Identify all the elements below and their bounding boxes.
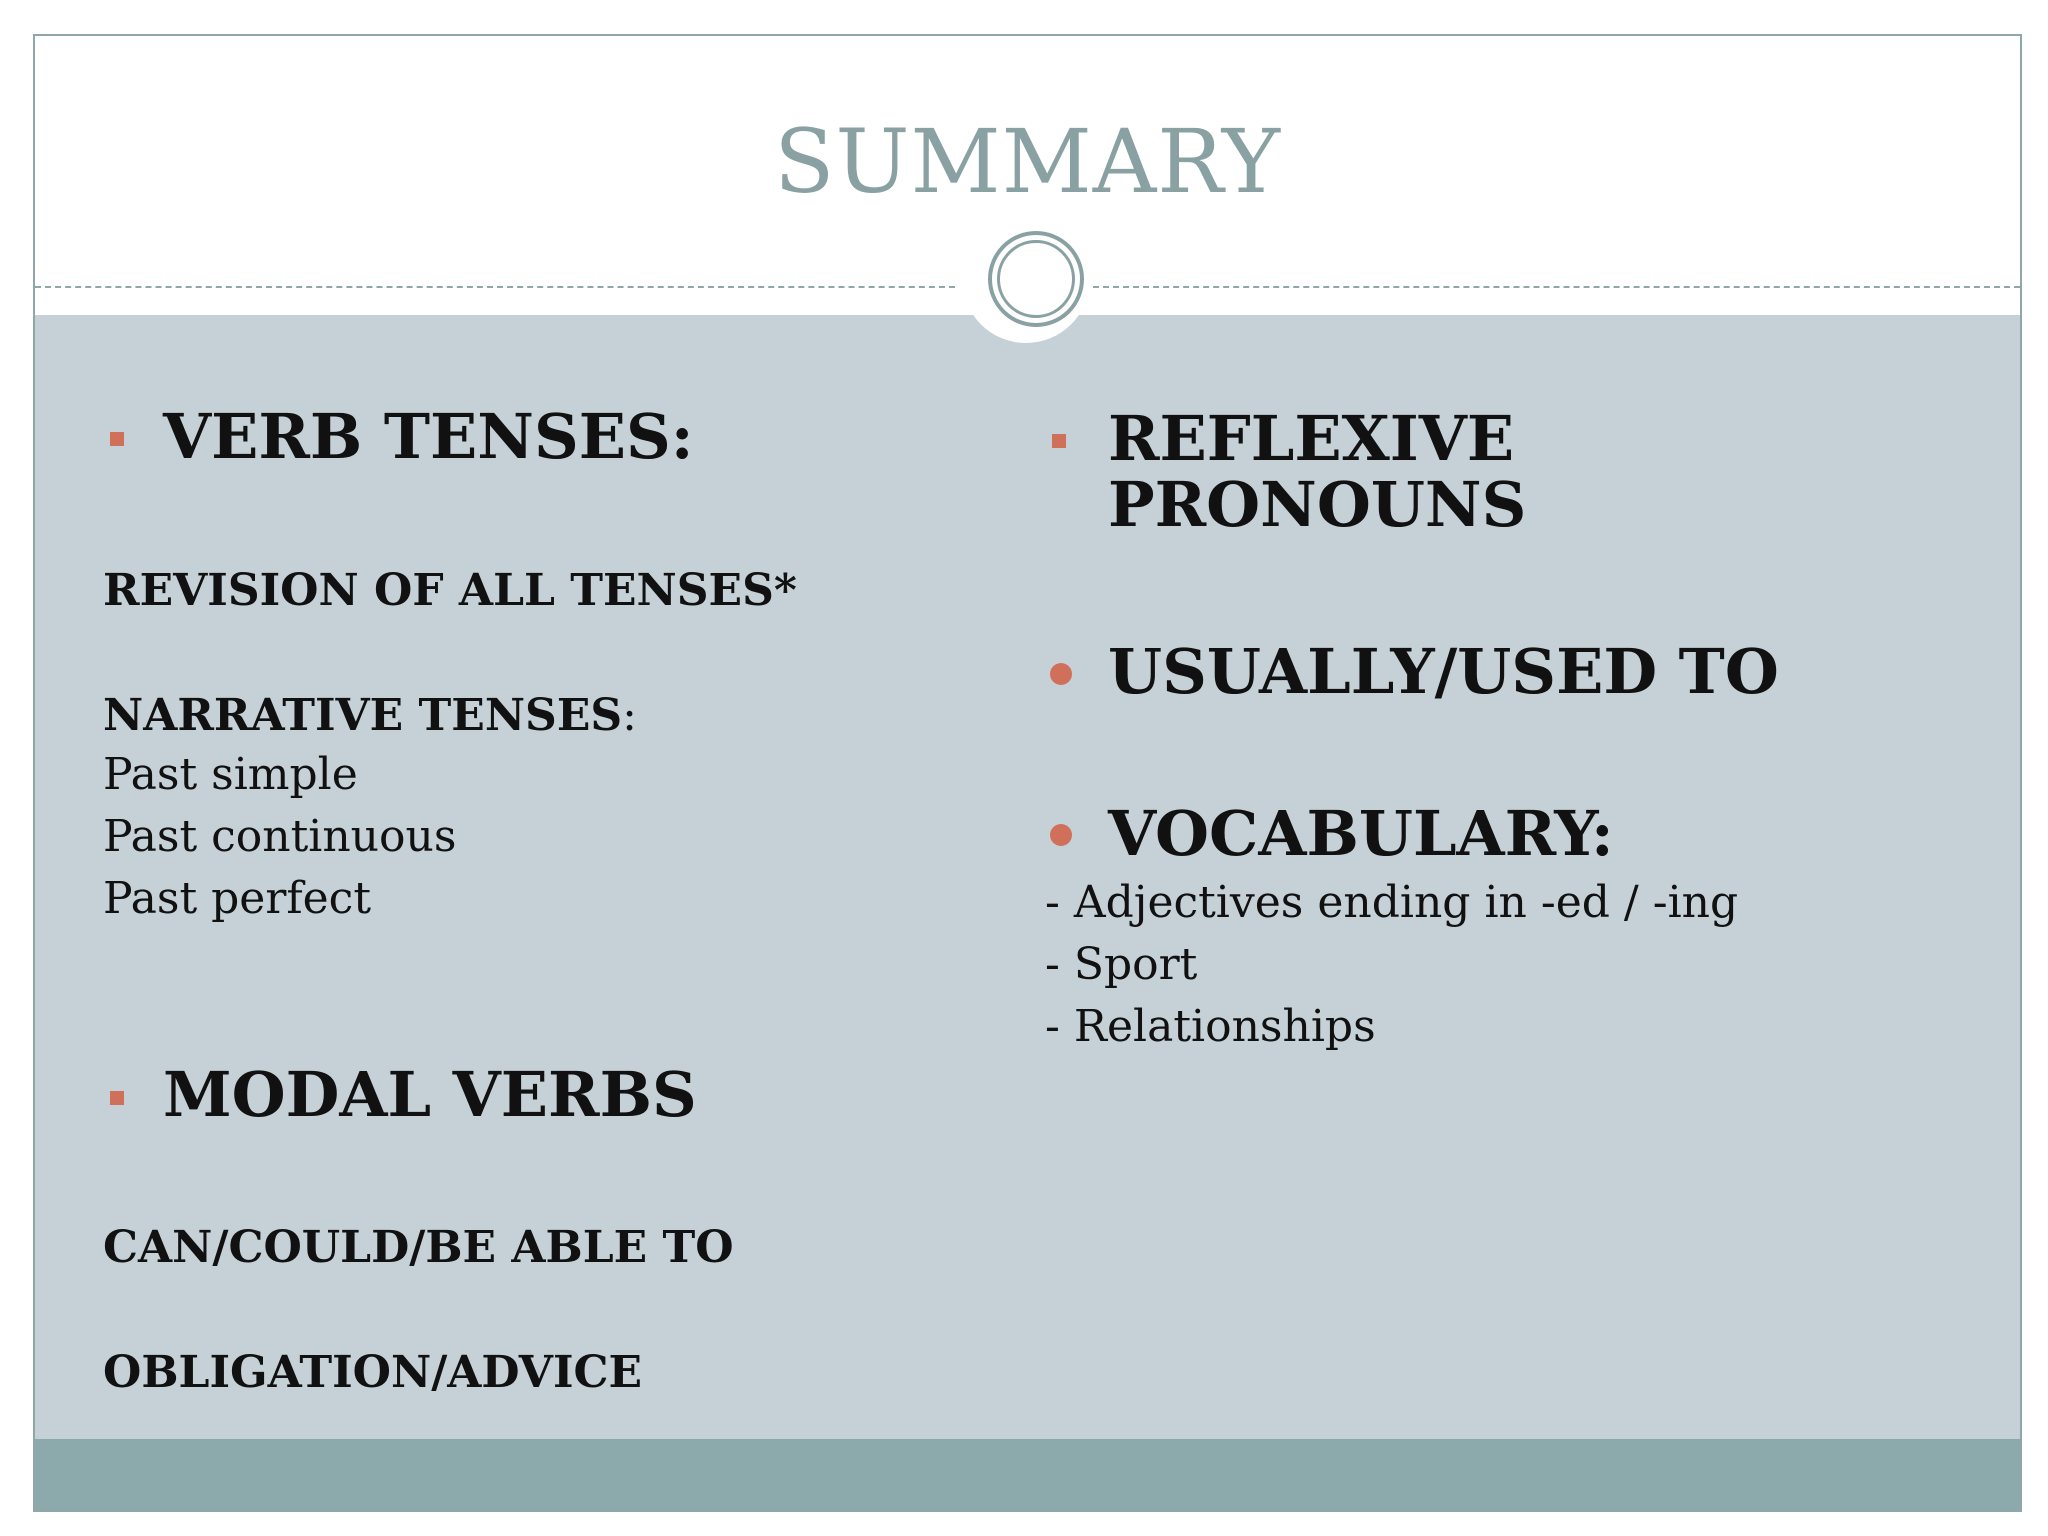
narrative-tenses-label [103, 691, 637, 741]
square-bullet-icon [110, 432, 124, 446]
pronouns-line: PRONOUNS [1108, 468, 1527, 541]
usually-used-to-heading: USUALLY/USED TO [1108, 635, 1779, 708]
square-bullet-icon [110, 1091, 124, 1105]
list-item: Past continuous [103, 811, 457, 862]
footer-band [35, 1439, 2020, 1510]
narrative-tenses-colon: : [622, 690, 637, 741]
dot-bullet-icon [1050, 663, 1072, 685]
revision-of-all-tenses: REVISION OF ALL TENSES* [103, 565, 797, 616]
title-divider-right [1093, 286, 2020, 288]
vocabulary-list [1045, 872, 1738, 1058]
list-item: Past perfect [103, 873, 371, 924]
verb-tenses-heading: VERB TENSES: [163, 400, 694, 473]
narrative-tenses-list [103, 744, 456, 930]
can-could-be-able-to: CAN/COULD/BE ABLE TO [103, 1222, 734, 1273]
dot-bullet-icon [1050, 824, 1072, 846]
list-item: - Sport [1045, 939, 1198, 990]
slide [33, 34, 2022, 1512]
title-divider-left [35, 286, 955, 288]
modal-verbs-heading: MODAL VERBS [163, 1058, 697, 1131]
list-item: Past simple [103, 749, 358, 800]
slide-title: SUMMARY [774, 110, 1281, 213]
obligation-advice: OBLIGATION/ADVICE [103, 1347, 643, 1398]
reflexive-pronouns-heading [1108, 402, 1527, 541]
list-item: - Relationships [1045, 1001, 1376, 1052]
vocabulary-heading: VOCABULARY: [1108, 797, 1614, 870]
square-bullet-icon [1052, 434, 1066, 448]
narrative-tenses-text: NARRATIVE TENSES [103, 690, 623, 741]
list-item: - Adjectives ending in -ed / -ing [1045, 877, 1739, 928]
reflexive-line: REFLEXIVE [1108, 402, 1515, 475]
medallion-inner-ring-icon [997, 240, 1075, 318]
